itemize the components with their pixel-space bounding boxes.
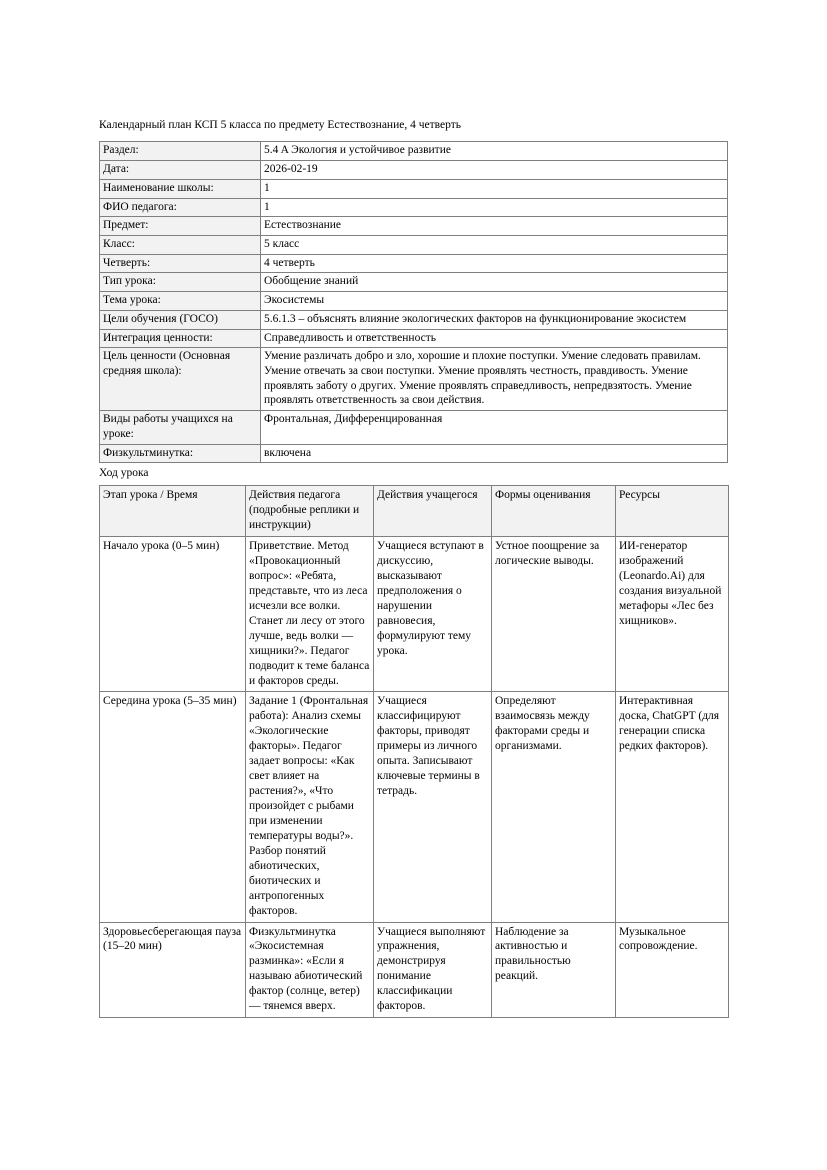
lesson-info-table	[99, 141, 728, 463]
column-header-teacher: Действия педагога (подробные реплики и инструкции)	[246, 486, 374, 537]
info-value: Фронтальная, Дифференцированная	[261, 411, 728, 444]
column-header-student: Действия учащегося	[374, 486, 492, 537]
info-label: Физкультминутка:	[100, 444, 261, 463]
cell-student: Учащиеся классифицируют факторы, приводят примеры из личного опыта. Записывают ключевые термины в тетрадь.	[374, 692, 492, 922]
page-title: Календарный план КСП 5 класса по предмету Естествознание, 4 четверть	[99, 119, 461, 131]
column-header-stage: Этап урока / Время	[100, 486, 246, 537]
table-row	[100, 254, 728, 273]
table-row	[100, 235, 728, 254]
cell-resources: ИИ-генератор изображений (Leonardo.Ai) для создания визуальной метафоры «Лес без хищников».	[616, 537, 729, 692]
info-label: Тема урока:	[100, 292, 261, 311]
info-label: Тип урока:	[100, 273, 261, 292]
info-label: Интеграция ценности:	[100, 329, 261, 348]
info-value: 5 класс	[261, 235, 728, 254]
column-header-resources: Ресурсы	[616, 486, 729, 537]
table-row	[100, 537, 729, 692]
info-label: ФИО педагога:	[100, 198, 261, 217]
info-value: Обобщение знаний	[261, 273, 728, 292]
cell-teacher: Задание 1 (Фронтальная работа): Анализ схемы «Экологические факторы». Педагог задает вопросы: «Как свет влияет на растения?», «Что произойдет с рыбами при изменении температуры воды?». Разбор понятий абиотических, биотических и антропогенных факторов.	[246, 692, 374, 922]
cell-stage: Начало урока (0–5 мин)	[100, 537, 246, 692]
cell-resources: Интерактивная доска, ChatGPT (для генерации списка редких факторов).	[616, 692, 729, 922]
table-header-row	[100, 486, 729, 537]
info-value: 2026-02-19	[261, 161, 728, 180]
cell-stage: Середина урока (5–35 мин)	[100, 692, 246, 922]
info-value: 5.4 A Экология и устойчивое развитие	[261, 142, 728, 161]
info-label: Четверть:	[100, 254, 261, 273]
cell-assessment: Наблюдение за активностью и правильностью реакций.	[492, 922, 616, 1018]
info-label: Наименование школы:	[100, 179, 261, 198]
cell-stage: Здоровьесберегающая пауза (15–20 мин)	[100, 922, 246, 1018]
cell-teacher: Физкультминутка «Экосистемная разминка»: «Если я называю абиотический фактор (солнце, ветер) — тянемся вверх.	[246, 922, 374, 1018]
table-row	[100, 179, 728, 198]
table-row	[100, 310, 728, 329]
table-row	[100, 217, 728, 236]
table-row	[100, 444, 728, 463]
table-row	[100, 922, 729, 1018]
section-label-lesson-flow: Ход урока	[99, 467, 149, 480]
cell-resources: Музыкальное сопровождение.	[616, 922, 729, 1018]
cell-student: Учащиеся вступают в дискуссию, высказывают предположения о нарушении равновесия, формулируют тему урока.	[374, 537, 492, 692]
table-row	[100, 292, 728, 311]
table-row	[100, 161, 728, 180]
cell-assessment: Устное поощрение за логические выводы.	[492, 537, 616, 692]
info-value: 1	[261, 179, 728, 198]
table-row	[100, 329, 728, 348]
table-row	[100, 142, 728, 161]
lesson-flow-table	[99, 485, 729, 1018]
table-row	[100, 411, 728, 444]
table-row	[100, 273, 728, 292]
info-value: 5.6.1.3 – объяснять влияние экологических факторов на функционирование экосистем	[261, 310, 728, 329]
info-label: Цель ценности (Основная средняя школа):	[100, 348, 261, 411]
info-value: включена	[261, 444, 728, 463]
info-value: 4 четверть	[261, 254, 728, 273]
info-value: 1	[261, 198, 728, 217]
info-value: Умение различать добро и зло, хорошие и плохие поступки. Умение следовать правилам. Умение отвечать за свои поступки. Умение проявлять честность, правдивость. Умение проявлять заботу о других. Умение проявлять справедливость, непредвзятость. Умение проявлять ответственность за свои действия.	[261, 348, 728, 411]
cell-teacher: Приветствие. Метод «Провокационный вопрос»: «Ребята, представьте, что из леса исчезли все волки. Станет ли лесу от этого лучше, ведь волки — хищники?». Педагог подводит к теме баланса и факторов среды.	[246, 537, 374, 692]
info-label: Предмет:	[100, 217, 261, 236]
cell-student: Учащиеся выполняют упражнения, демонстрируя понимание классификации факторов.	[374, 922, 492, 1018]
table-row	[100, 348, 728, 411]
cell-assessment: Определяют взаимосвязь между факторами среды и организмами.	[492, 692, 616, 922]
table-row	[100, 198, 728, 217]
info-label: Цели обучения (ГОСО)	[100, 310, 261, 329]
table-row	[100, 692, 729, 922]
info-value: Естествознание	[261, 217, 728, 236]
info-label: Виды работы учащихся на уроке:	[100, 411, 261, 444]
info-label: Дата:	[100, 161, 261, 180]
info-label: Раздел:	[100, 142, 261, 161]
info-label: Класс:	[100, 235, 261, 254]
info-value: Экосистемы	[261, 292, 728, 311]
info-value: Справедливость и ответственность	[261, 329, 728, 348]
column-header-assessment: Формы оценивания	[492, 486, 616, 537]
